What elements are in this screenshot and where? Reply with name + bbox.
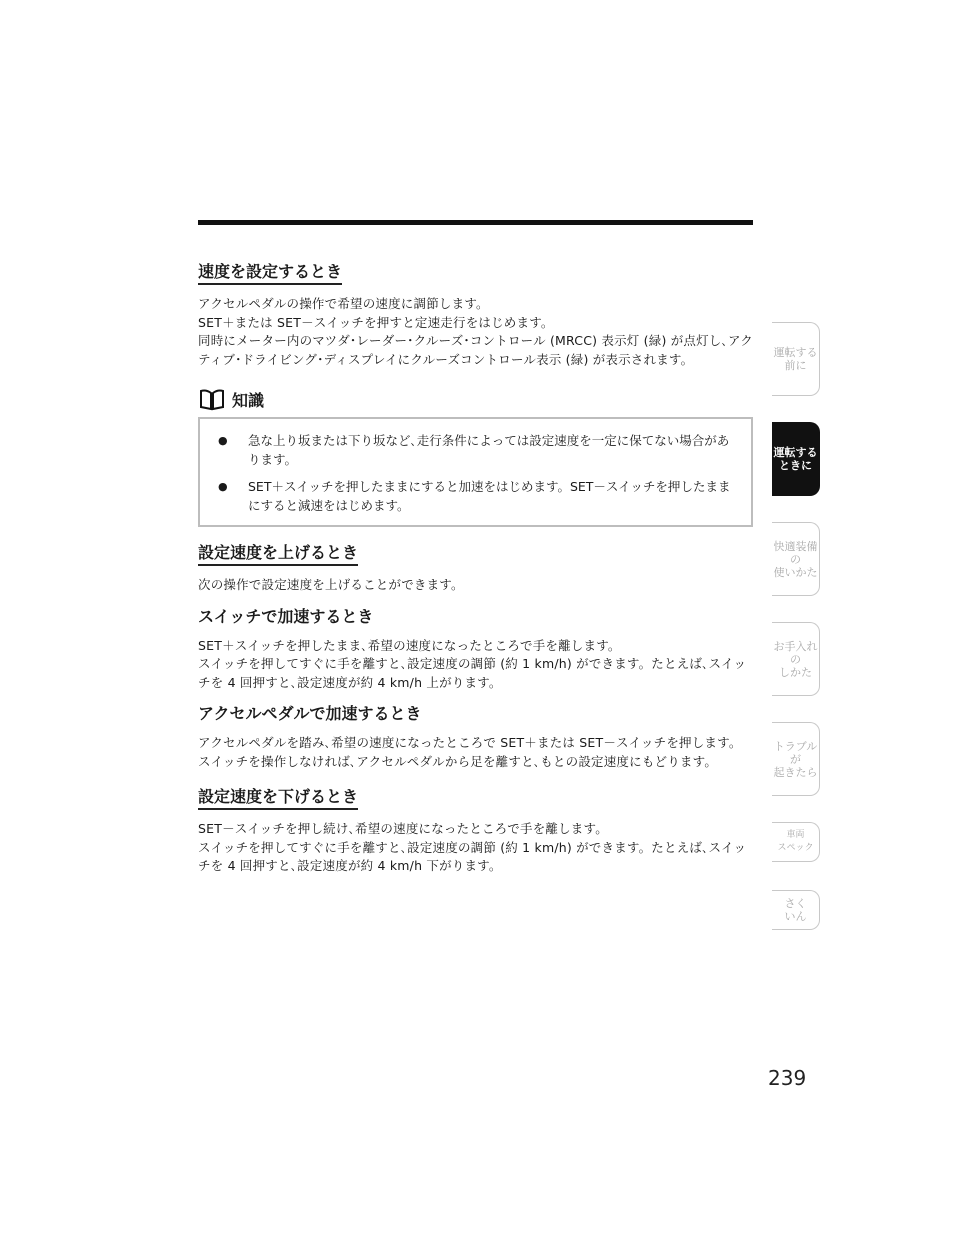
tab-label: 起きたら — [773, 765, 818, 779]
paragraph: アクセルペダルの操作で希望の速度に調節します。 — [198, 296, 489, 311]
section-title: 速度を設定するとき — [198, 262, 342, 285]
subsection-title: スイッチで加速するとき — [198, 606, 374, 626]
tab-label: さく — [784, 897, 807, 910]
paragraph: SET＋または SET－スイッチを押すと定速走行をはじめます。 — [198, 314, 554, 330]
bullet-icon: ● — [218, 434, 228, 447]
tab-label: 前に — [784, 359, 807, 372]
subsection-title: アクセルペダルで加速するとき — [198, 704, 422, 723]
tab-label: いん — [784, 910, 807, 923]
bullet-icon: ● — [218, 480, 228, 493]
tab-when-driving[interactable] — [772, 422, 820, 496]
knowledge-box — [198, 417, 753, 527]
tab-troubleshooting[interactable] — [772, 722, 820, 796]
tab-label: スペック — [777, 843, 814, 853]
book-icon — [198, 387, 226, 411]
tab-label: トラブルが — [773, 739, 818, 766]
tab-vehicle-specs[interactable] — [772, 822, 820, 862]
tab-label: お手入れの — [773, 639, 818, 666]
tab-label: しかた — [779, 665, 812, 679]
tab-label: 車両 — [786, 830, 805, 840]
list-item — [212, 431, 739, 469]
section-title: 設定速度を下げるとき — [198, 787, 358, 810]
tab-index[interactable] — [772, 890, 820, 930]
paragraph: SET－スイッチを押し続け､希望の速度になったところで手を離します。 — [198, 821, 608, 836]
tab-label: 使いかた — [773, 565, 818, 579]
knowledge-text: 急な上り坂または下り坂など､走行条件によっては設定速度を一定に保てない場合があります。 — [248, 433, 730, 467]
paragraph: SET＋スイッチを押したまま､希望の速度になったところで手を離します。 — [198, 637, 621, 653]
paragraph: スイッチを押してすぐに手を離すと､設定速度の調節 (約 1 km/h) ができます。たとえば､スイッチを 4 回押すと､設定速度が約 4 km/h 下がります。 — [198, 839, 747, 873]
top-rule — [198, 220, 753, 225]
page-content — [198, 262, 753, 876]
tab-label: 運転する — [773, 346, 818, 359]
knowledge-text: SET＋スイッチを押したままにすると加速をはじめます。SET－スイッチを押したままにすると減速をはじめます。 — [248, 479, 731, 513]
paragraph: スイッチを操作しなければ､アクセルペダルから足を離すと､もとの設定速度にもどります。 — [198, 753, 718, 769]
tab-maintenance[interactable] — [772, 622, 820, 696]
section-title: 設定速度を上げるとき — [198, 543, 358, 566]
knowledge-title: 知識 — [232, 390, 265, 410]
tab-label: 快適装備の — [773, 539, 818, 566]
tab-label: ときに — [779, 459, 812, 472]
knowledge-heading — [198, 387, 753, 411]
list-item — [212, 477, 739, 515]
tab-before-driving[interactable] — [772, 322, 820, 396]
paragraph: 同時にメーター内のマツダ･レーダー･クルーズ･コントロール (MRCC) 表示灯 (緑) が点灯し､アクティブ･ドライビング･ディスプレイにクルーズコントロール表示 (緑) が表示されます。 — [198, 333, 753, 367]
paragraph: アクセルペダルを踏み､希望の速度になったところで SET＋または SET－スイッチを押します。 — [198, 735, 742, 750]
page-number: 239 — [768, 1066, 807, 1090]
paragraph: 次の操作で設定速度を上げることができます。 — [198, 577, 464, 592]
paragraph: スイッチを押してすぐに手を離すと､設定速度の調節 (約 1 km/h) ができます。たとえば､スイッチを 4 回押すと､設定速度が約 4 km/h 上がります。 — [198, 656, 747, 690]
tab-comfort-features[interactable] — [772, 522, 820, 596]
tab-label: 運転する — [773, 446, 818, 459]
